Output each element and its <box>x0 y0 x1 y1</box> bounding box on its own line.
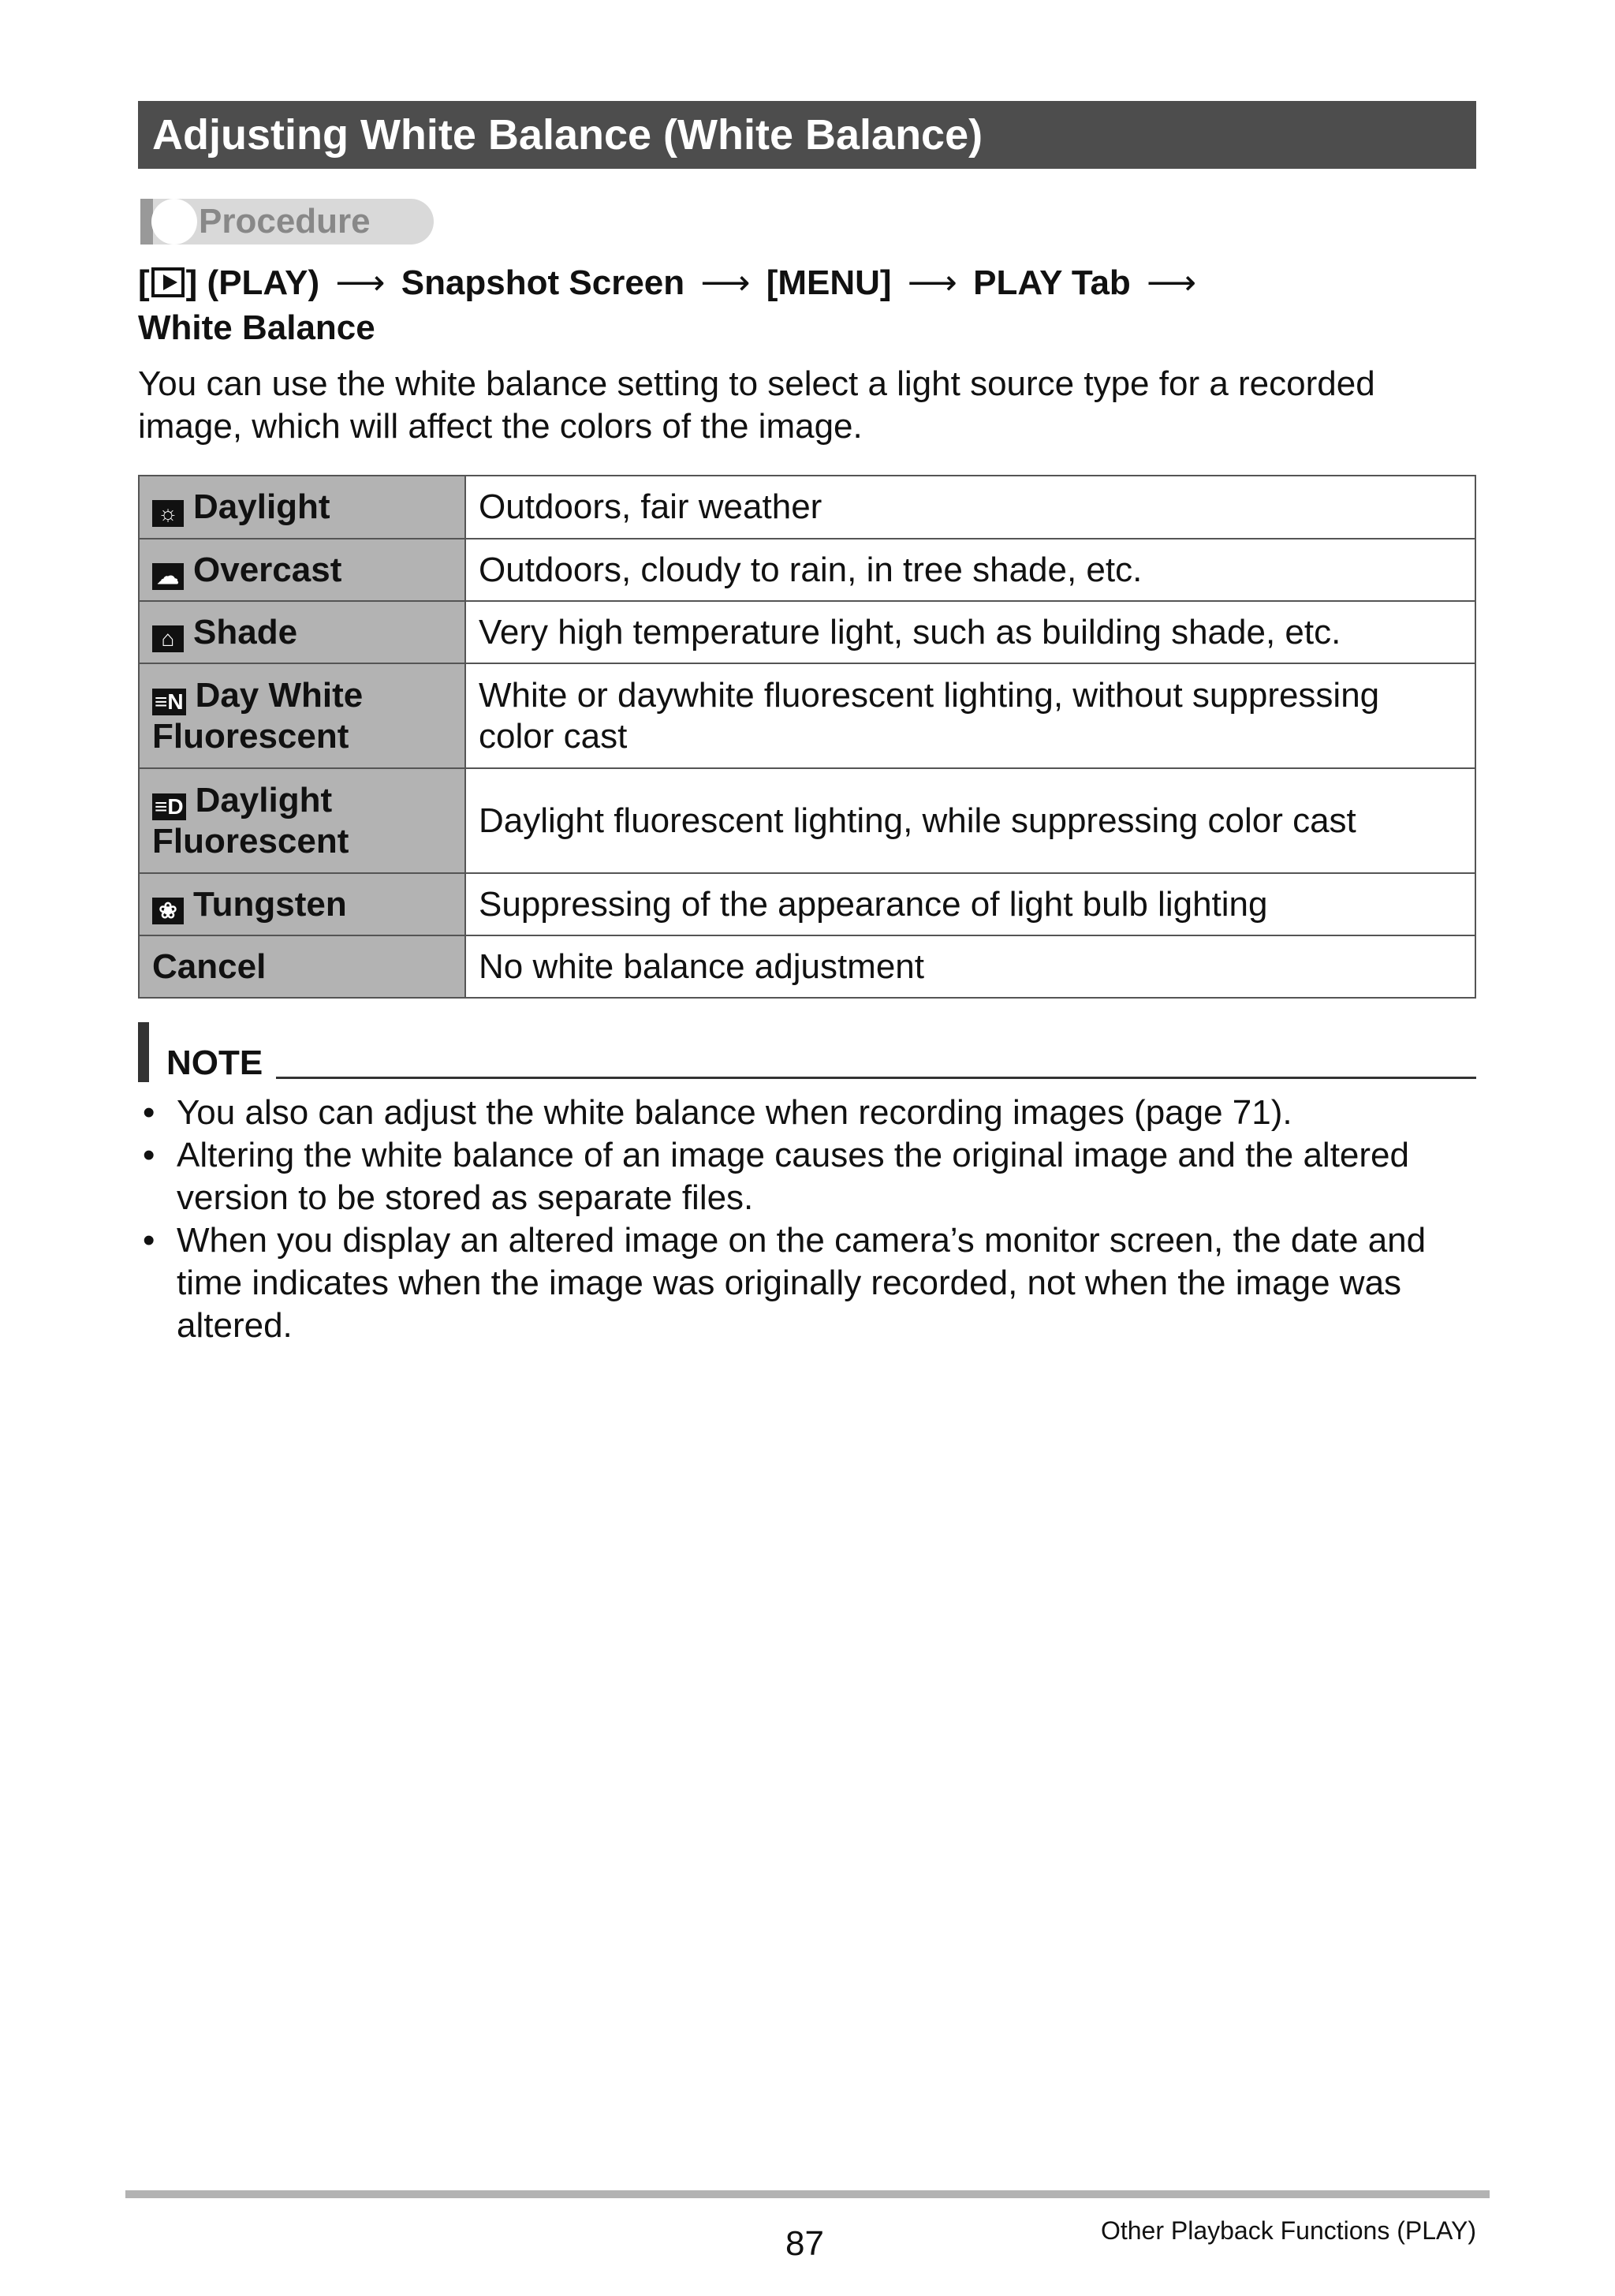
option-description: Daylight fluorescent lighting, while suppressing color cast <box>465 768 1475 873</box>
option-description: Outdoors, fair weather <box>465 476 1475 539</box>
table-row <box>139 935 1475 998</box>
option-name-cell <box>139 768 465 873</box>
option-name: Day White Fluorescent <box>152 675 364 756</box>
note-marker <box>138 1022 149 1082</box>
bracket-open: [ <box>138 263 150 302</box>
option-description: Outdoors, cloudy to rain, in tree shade, etc. <box>465 539 1475 601</box>
note-heading: NOTE <box>166 1043 263 1082</box>
page-number: 87 <box>785 2224 824 2263</box>
step-play-tab: PLAY Tab <box>973 263 1131 302</box>
step-menu: [MENU] <box>766 263 892 302</box>
note-list <box>138 1092 1494 1347</box>
option-name-cell <box>139 663 465 768</box>
option-description: No white balance adjustment <box>465 935 1475 998</box>
bulb-icon: ❀ <box>152 898 184 924</box>
play-icon <box>151 267 185 297</box>
bullet-icon: • <box>143 1136 155 1174</box>
list-item <box>138 1219 1494 1347</box>
option-description: White or daywhite fluorescent lighting, without suppressing color cast <box>465 663 1475 768</box>
option-description: Suppressing of the appearance of light bulb lighting <box>465 873 1475 935</box>
arrow-icon: ⟶ <box>907 263 957 302</box>
play-label: (PLAY) <box>207 263 320 302</box>
procedure-label <box>140 199 434 245</box>
procedure-path <box>138 260 1400 350</box>
option-name-cell <box>139 601 465 663</box>
list-item <box>138 1134 1494 1219</box>
option-name-cell <box>139 873 465 935</box>
option-name-cell <box>139 539 465 601</box>
option-name: Cancel <box>152 946 267 986</box>
option-name: Tungsten <box>193 884 347 924</box>
intro-text: You can use the white balance setting to select a light source type for a recorded image, which will affect the colors of the image. <box>138 364 1375 446</box>
option-name: Daylight <box>193 487 330 526</box>
arrow-icon: ⟶ <box>1147 263 1197 302</box>
table-row <box>139 873 1475 935</box>
table-row <box>139 539 1475 601</box>
arrow-icon: ⟶ <box>335 263 386 302</box>
option-name: Shade <box>193 612 298 651</box>
footer-divider <box>125 2190 1490 2198</box>
procedure-text: Procedure <box>199 202 371 241</box>
option-description: Very high temperature light, such as building shade, etc. <box>465 601 1475 663</box>
option-name: Overcast <box>193 550 342 589</box>
table-row <box>139 768 1475 873</box>
procedure-notch <box>151 199 197 245</box>
table-row <box>139 663 1475 768</box>
bullet-icon: • <box>143 1221 155 1260</box>
note-divider <box>276 1077 1476 1079</box>
list-item <box>138 1092 1494 1134</box>
bullet-icon: • <box>143 1093 155 1132</box>
white-balance-table <box>138 475 1476 999</box>
note-text: When you display an altered image on the camera’s monitor screen, the date and time indicates when the image was originally recorded, not when the image was altered. <box>177 1221 1427 1345</box>
table-row <box>139 601 1475 663</box>
fluorescent-d-icon: ≡D <box>152 793 186 820</box>
note-text: You also can adjust the white balance when recording images (page 71). <box>177 1093 1292 1132</box>
bracket-close: ] <box>185 263 198 302</box>
section-name: Other Playback Functions (PLAY) <box>1100 2216 1476 2245</box>
step-snapshot: Snapshot Screen <box>401 263 685 302</box>
option-name-cell <box>139 935 465 998</box>
shade-icon: ⌂ <box>152 625 184 652</box>
note-text: Altering the white balance of an image causes the original image and the altered version to be stored as separate files. <box>177 1136 1409 1217</box>
cloud-icon: ☁ <box>152 563 184 590</box>
page-title: Adjusting White Balance (White Balance) <box>138 101 1476 169</box>
step-white-balance: White Balance <box>138 308 375 347</box>
option-name: Daylight Fluorescent <box>152 780 349 861</box>
table-row <box>139 476 1475 539</box>
fluorescent-n-icon: ≡N <box>152 689 186 715</box>
sun-icon: ☼ <box>152 500 184 527</box>
option-name-cell <box>139 476 465 539</box>
arrow-icon: ⟶ <box>700 263 751 302</box>
